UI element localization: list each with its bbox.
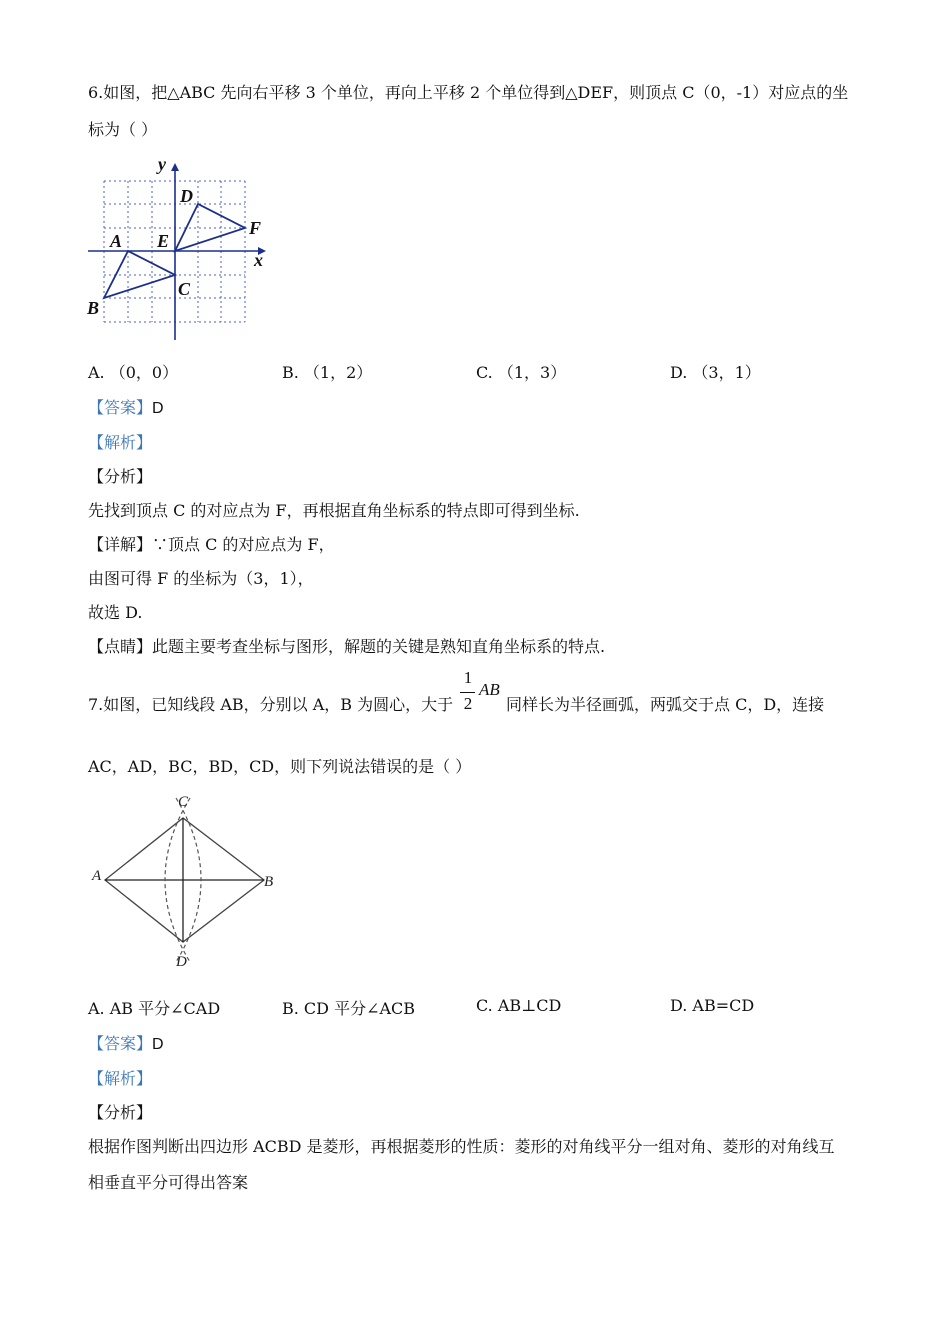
label-e: E — [157, 231, 170, 251]
q7-rhombus-figure — [88, 788, 288, 973]
q7-fenxi-line2: 相垂直平分可得出答案 — [88, 1173, 249, 1192]
label-d: D — [180, 186, 193, 206]
q7-option-a: A. AB 平分∠CAD — [88, 999, 221, 1018]
q6-answer: 【答案】D — [88, 398, 164, 417]
label-a: A — [92, 868, 102, 884]
q7-option-d: D. AB=CD — [670, 996, 755, 1015]
label-b: B — [87, 298, 100, 318]
label-y: y — [158, 154, 166, 174]
q7-stem-line1a: 7.如图，已知线段 AB，分别以 A，B 为圆心，大于 — [88, 695, 454, 714]
q6-analysis-tag: 【解析】 — [88, 433, 153, 452]
q6-option-d: D. （3，1） — [670, 363, 761, 382]
y-axis-arrow — [171, 163, 179, 171]
q6-option-a: A. （0，0） — [88, 363, 179, 382]
label-f: F — [249, 218, 262, 238]
q6-fenxi-tag: 【分析】 — [88, 467, 153, 486]
q6-xiangjie-line3: 故选 D. — [88, 603, 143, 622]
label-c: C — [178, 794, 189, 810]
q6-option-c: C. （1，3） — [476, 363, 567, 382]
q7-fraction-variable: AB — [479, 680, 500, 699]
q7-fenxi-line1: 根据作图判断出四边形 ACBD 是菱形，再根据菱形的性质：菱形的对角线平分一组对角、菱形的对角线互 — [88, 1137, 835, 1156]
q6-xiangjie: 【详解】∵顶点 C 的对应点为 F， — [88, 535, 335, 554]
q6-coordinate-figure — [80, 150, 280, 345]
q6-dianjing: 【点睛】此题主要考查坐标与图形，解题的关键是熟知直角坐标系的特点. — [88, 637, 606, 656]
label-c: C — [178, 279, 191, 299]
q7-option-c: C. AB⊥CD — [476, 996, 562, 1015]
q6-stem-line1: 6.如图，把△ABC 先向右平移 3 个单位，再向上平移 2 个单位得到△DEF，则顶点 C（0，-1）对应点的坐 — [88, 83, 849, 102]
label-b: B — [264, 874, 274, 890]
q7-fraction-denominator: 2 — [463, 694, 473, 713]
q7-stem-line2: AC，AD，BC，BD，CD，则下列说法错误的是（ ） — [88, 757, 472, 776]
q6-fenxi-text: 先找到顶点 C 的对应点为 F，再根据直角坐标系的特点即可得到坐标. — [88, 501, 580, 520]
label-x: x — [254, 250, 263, 270]
q7-option-b: B. CD 平分∠ACB — [282, 999, 416, 1018]
q7-fraction-numerator: 1 — [463, 668, 473, 687]
label-d: D — [176, 954, 187, 970]
q7-stem-line1b: 同样长为半径画弧，两弧交于点 C，D，连接 — [506, 695, 825, 714]
q7-fraction-bar — [460, 692, 475, 693]
q7-analysis-tag: 【解析】 — [88, 1069, 153, 1088]
q7-answer: 【答案】D — [88, 1034, 164, 1053]
q6-xiangjie-line2: 由图可得 F 的坐标为（3，1）， — [88, 569, 314, 588]
q6-option-b: B. （1，2） — [282, 363, 373, 382]
label-a: A — [110, 231, 123, 251]
q7-fenxi-tag: 【分析】 — [88, 1103, 153, 1122]
q6-stem-line2: 标为（ ） — [88, 120, 158, 139]
